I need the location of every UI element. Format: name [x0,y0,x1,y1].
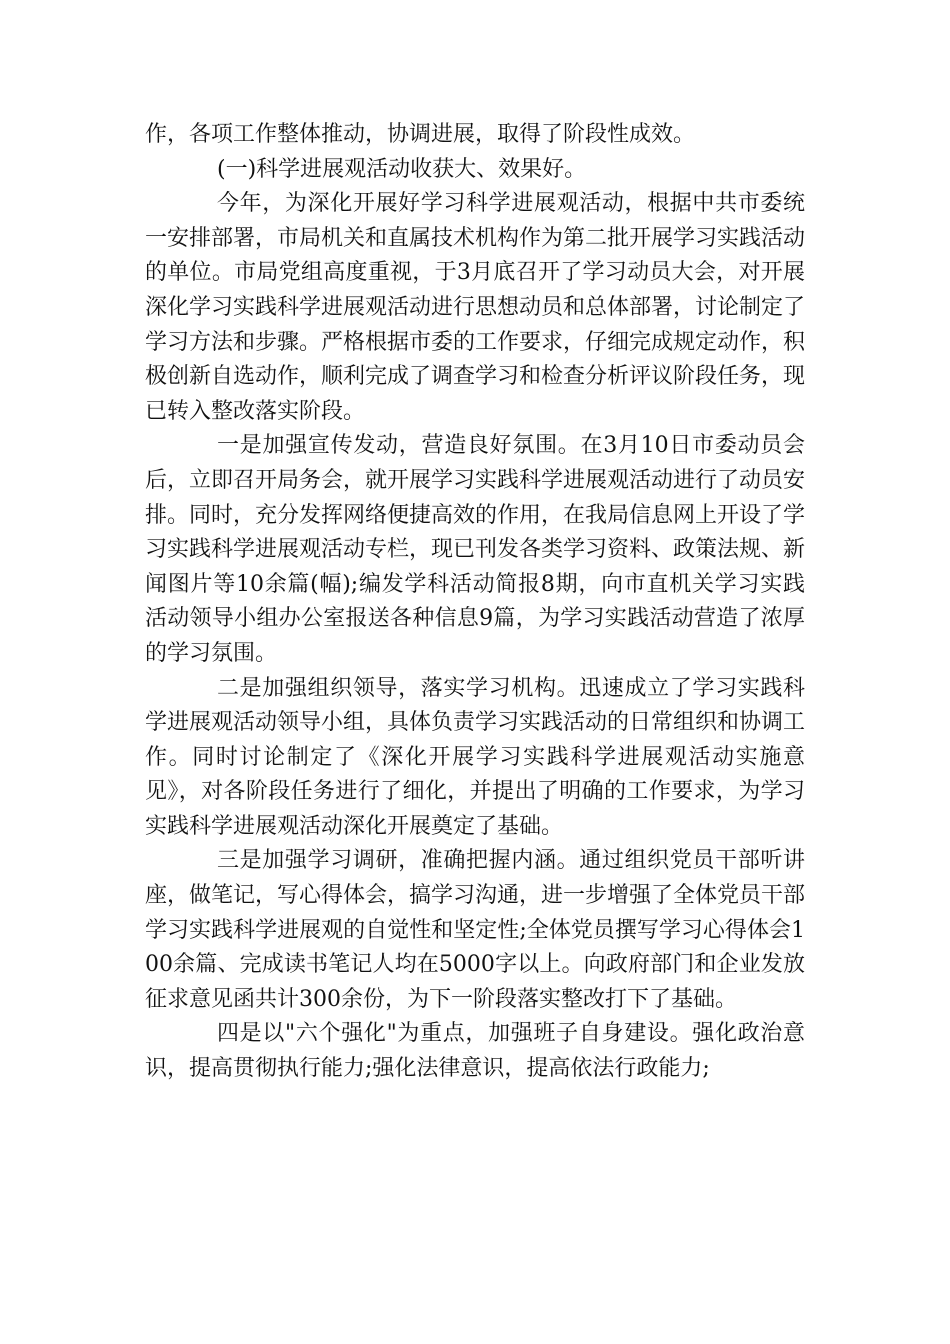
document-body [145,118,805,1087]
paragraph-point-three: 三是加强学习调研，准确把握内涵。通过组织党员干部听讲座，做笔记，写心得体会，搞学习沟通，进一步增强了全体党员干部学习实践科学进展观的自觉性和坚定性;全体党员撰写学习心得体会100余篇、完成读书笔记人均在5000字以上。向政府部门和企业发放征求意见函共计300余份，为下一阶段落实整改打下了基础。 [145,848,806,1012]
paragraph-point-one: 一是加强宣传发动，营造良好氛围。在3月10日市委动员会后，立即召开局务会，就开展学习实践科学进展观活动进行了动员安排。同时，充分发挥网络便捷高效的作用，在我局信息网上开设了学习实践科学进展观活动专栏，现已刊发各类学习资料、政策法规、新闻图片等10余篇(幅);编发学科活动简报8期，向市直机关学习实践活动领导小组办公室报送各种信息9篇，为学习实践活动营造了浓厚的学习氛围。 [145,433,806,666]
paragraph-intro: 今年，为深化开展好学习科学进展观活动，根据中共市委统一安排部署，市局机关和直属技术机构作为第二批开展学习实践活动的单位。市局党组高度重视，于3月底召开了学习动员大会，对开展深化学习实践科学进展观活动进行思想动员和总体部署，讨论制定了学习方法和步骤。严格根据市委的工作要求，仔细完成规定动作，积极创新自选动作，顺利完成了调查学习和检查分析评议阶段任务，现已转入整改落实阶段。 [145,191,806,424]
section-heading: (一)科学进展观活动收获大、效果好。 [217,156,587,182]
paragraph-point-two: 二是加强组织领导，落实学习机构。迅速成立了学习实践科学进展观活动领导小组，具体负责学习实践活动的日常组织和协调工作。同时讨论制定了《深化开展学习实践科学进展观活动实施意见》，对各阶段任务进行了细化，并提出了明确的工作要求，为学习实践科学进展观活动深化开展奠定了基础。 [145,675,806,839]
paragraph-continuation: 作，各项工作整体推动，协调进展，取得了阶段性成效。 [145,122,696,147]
paragraph-point-four: 四是以"六个强化"为重点，加强班子自身建设。强化政治意识，提高贯彻执行能力;强化法律意识，提高依法行政能力; [145,1021,805,1082]
